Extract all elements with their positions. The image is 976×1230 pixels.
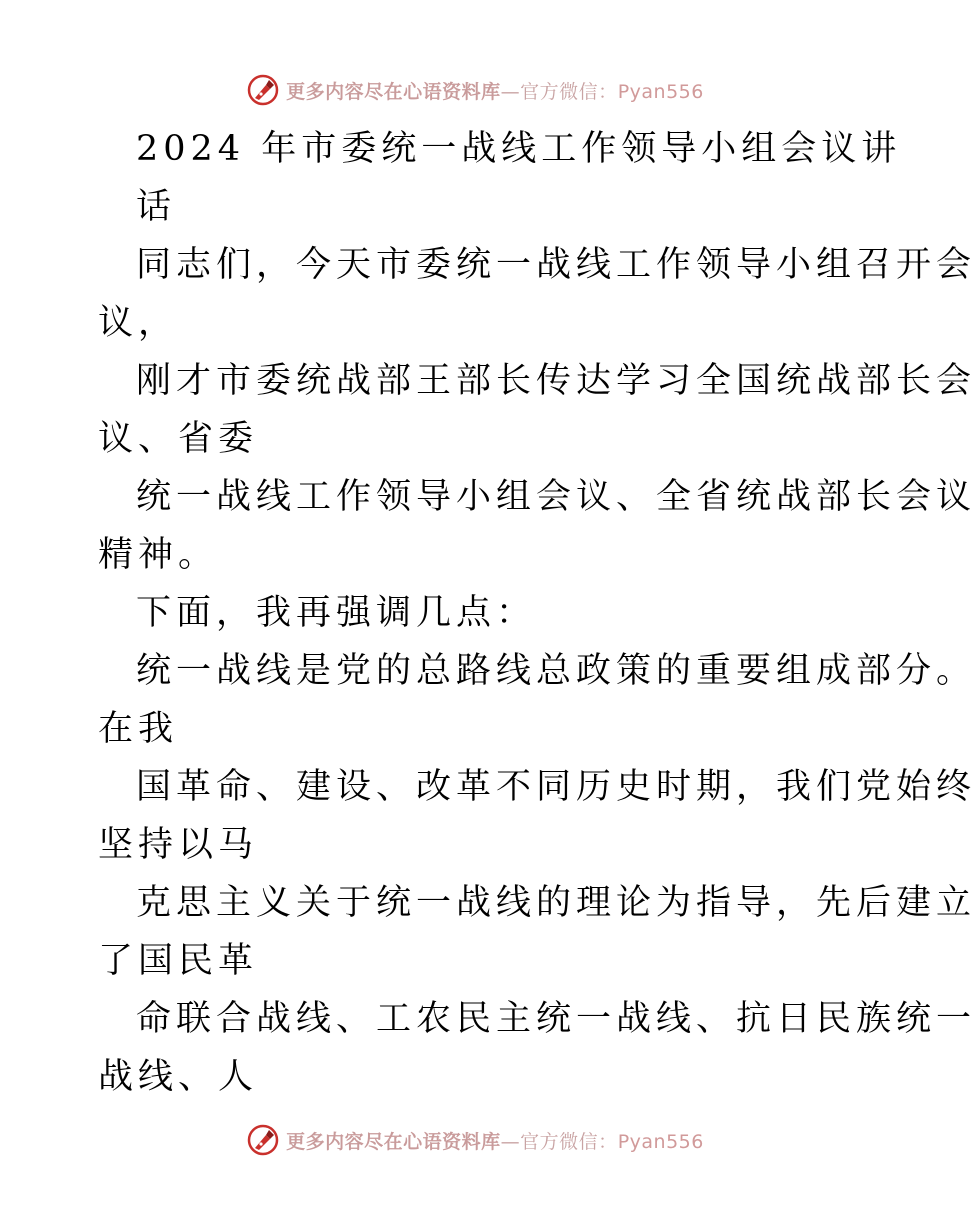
watermark-text-wx: 官方微信： <box>520 1130 618 1153</box>
text-line: 战线、人 <box>98 1057 259 1097</box>
text-line: 统一战线工作领导小组会议、全省统战部长会议 <box>136 477 976 517</box>
document-body <box>98 120 976 1106</box>
watermark-text-cn: 更多内容尽在心语资料库 <box>286 1130 501 1153</box>
watermark-dash: — <box>500 1130 521 1153</box>
watermark-text-wx: 官方微信： <box>520 80 618 103</box>
text-line: 克思主义关于统一战线的理论为指导，先后建立 <box>136 883 976 923</box>
watermark-text <box>286 1127 704 1154</box>
watermark-text-cn: 更多内容尽在心语资料库 <box>286 80 501 103</box>
pen-nib-logo-icon <box>246 73 280 107</box>
text-line: 议， <box>98 303 179 343</box>
header-watermark <box>0 70 950 110</box>
text-line: 精神。 <box>98 535 219 575</box>
text-line: 议、省委 <box>98 419 259 459</box>
text-line: 2024 年市委统一战线工作领导小组会议讲 <box>136 129 902 169</box>
text-line: 国革命、建设、改革不同历史时期，我们党始终 <box>136 767 976 807</box>
text-line: 同志们，今天市委统一战线工作领导小组召开会 <box>136 245 976 285</box>
watermark-wechat-id: Pyan556 <box>617 80 704 103</box>
text-line: 统一战线是党的总路线总政策的重要组成部分。 <box>136 651 976 691</box>
text-line: 下面，我再强调几点： <box>136 593 537 633</box>
watermark-dash: — <box>500 80 521 103</box>
text-line: 了国民革 <box>98 941 259 981</box>
text-line: 在我 <box>98 709 179 749</box>
text-line: 命联合战线、工农民主统一战线、抗日民族统一 <box>136 999 976 1039</box>
watermark-text <box>286 77 704 104</box>
pen-nib-logo-icon <box>246 1123 280 1157</box>
watermark-wechat-id: Pyan556 <box>617 1130 704 1153</box>
footer-watermark <box>0 1120 950 1160</box>
text-line: 话 <box>136 187 177 227</box>
text-line: 刚才市委统战部王部长传达学习全国统战部长会 <box>136 361 976 401</box>
text-line: 坚持以马 <box>98 825 259 865</box>
